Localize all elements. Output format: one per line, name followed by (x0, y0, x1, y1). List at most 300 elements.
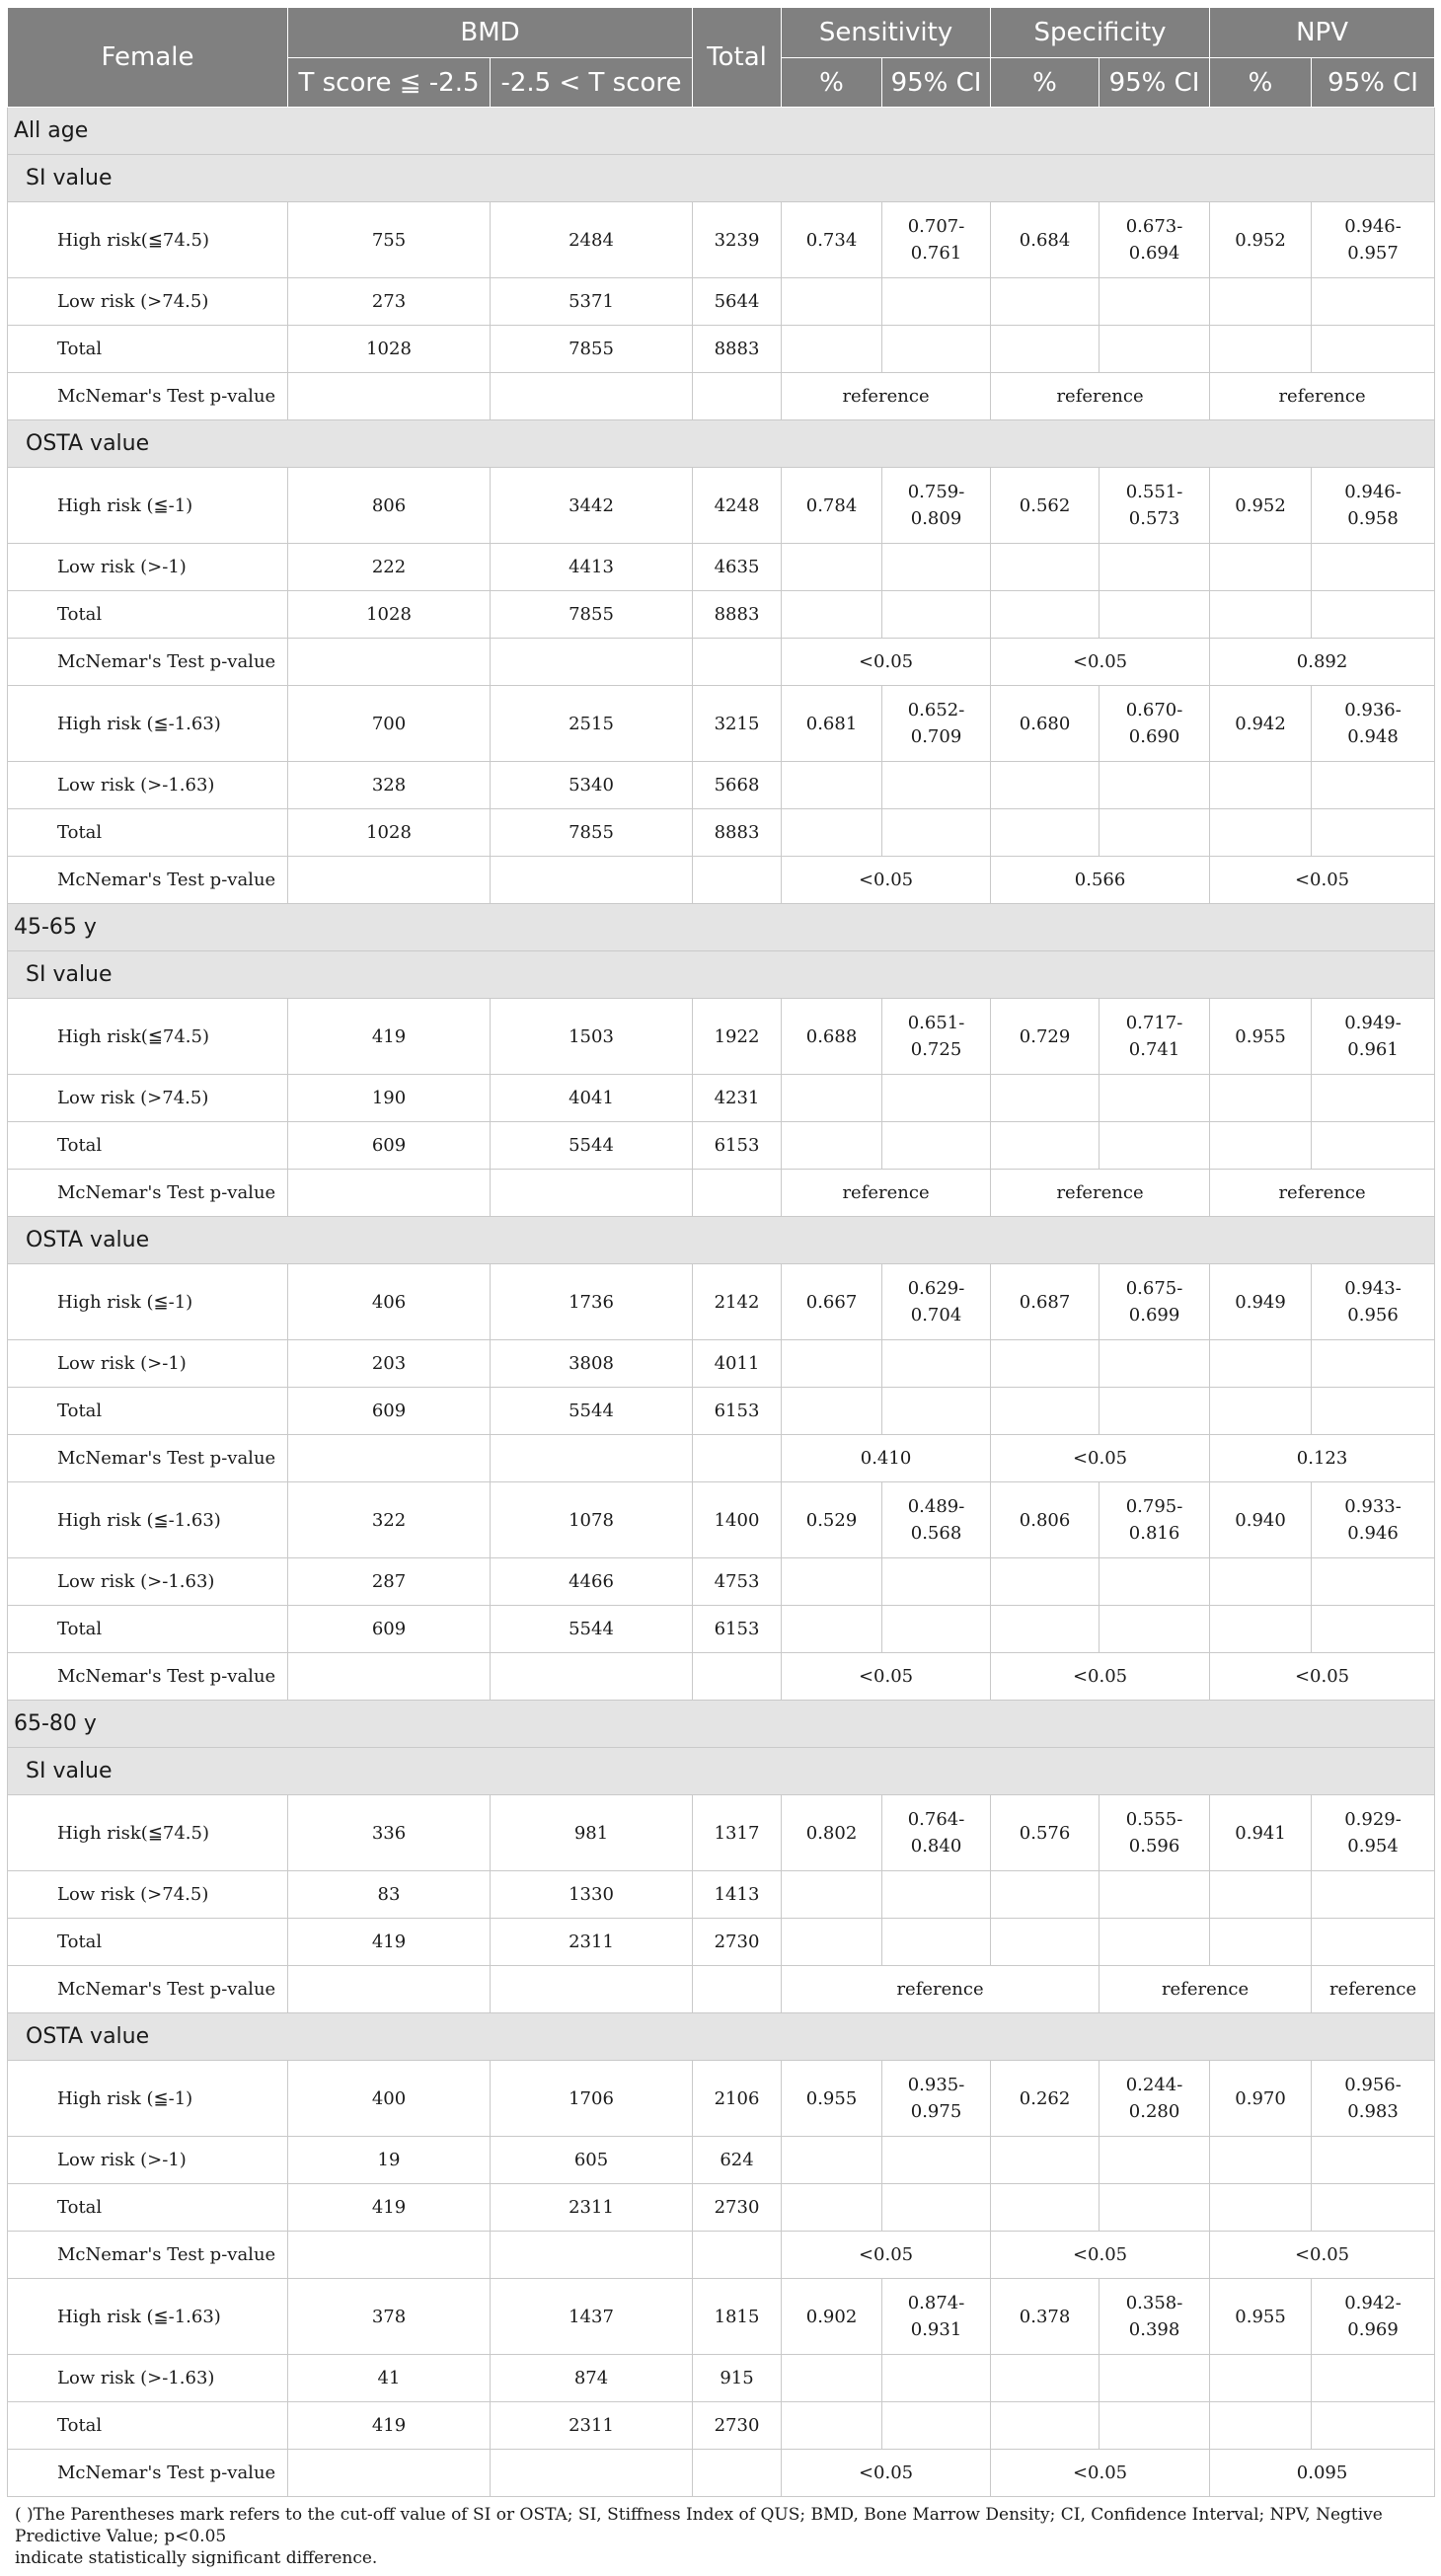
empty-cell (491, 1966, 693, 2013)
specificity-value: 0.680 (991, 686, 1100, 762)
sensitivity-value: 0.529 (782, 1482, 882, 1558)
bmd-high-count: 7855 (491, 809, 693, 857)
row-label: Low risk (>-1) (8, 544, 288, 591)
specificity-value: 0.684 (991, 202, 1100, 278)
empty-cell (882, 1558, 991, 1606)
empty-cell (882, 278, 991, 326)
sensitivity-ci (882, 999, 991, 1075)
specificity-value: 0.262 (991, 2061, 1100, 2137)
bmd-high-count: 5544 (491, 1606, 693, 1653)
npv-p-value: 0.095 (1210, 2450, 1435, 2497)
specificity-p-value: <0.05 (991, 639, 1210, 686)
header-npv-pct: % (1210, 58, 1312, 108)
table-row (8, 2402, 1435, 2450)
row-total: 8883 (693, 591, 782, 639)
empty-cell (1100, 326, 1210, 373)
empty-cell (693, 1966, 782, 2013)
empty-cell (1312, 1558, 1435, 1606)
table-row (8, 1795, 1435, 1871)
empty-cell (782, 326, 882, 373)
row-label: McNemar's Test p-value (8, 373, 288, 420)
sensitivity-ci-lower: 0.874- (907, 2293, 965, 2313)
npv-value: 0.941 (1210, 1795, 1312, 1871)
table-row (8, 2279, 1435, 2355)
mcnemar-row (8, 1170, 1435, 1217)
row-label: High risk (≦-1) (8, 1264, 288, 1340)
bmd-low-count: 1028 (288, 326, 491, 373)
sensitivity-ci-upper: 0.709 (910, 726, 962, 747)
empty-cell (882, 1340, 991, 1388)
specificity-p-value: <0.05 (991, 2232, 1210, 2279)
empty-cell (1210, 1122, 1312, 1170)
row-total: 2730 (693, 2402, 782, 2450)
row-label: McNemar's Test p-value (8, 1653, 288, 1701)
empty-cell (1312, 326, 1435, 373)
empty-cell (991, 1871, 1100, 1919)
bmd-high-count: 1736 (491, 1264, 693, 1340)
empty-cell (288, 1966, 491, 2013)
header-spec-ci: 95% CI (1100, 58, 1210, 108)
empty-cell (1312, 2184, 1435, 2232)
empty-cell (491, 857, 693, 904)
sensitivity-ci-upper: 0.975 (910, 2101, 962, 2122)
diagnostic-performance-table (7, 7, 1435, 2497)
bmd-low-count: 19 (288, 2137, 491, 2184)
specificity-ci (1100, 686, 1210, 762)
empty-cell (882, 1606, 991, 1653)
age-group-label: All age (8, 108, 1435, 155)
bmd-low-count: 406 (288, 1264, 491, 1340)
empty-cell (882, 2184, 991, 2232)
bmd-low-count: 222 (288, 544, 491, 591)
bmd-low-count: 1028 (288, 591, 491, 639)
sensitivity-p-value: <0.05 (782, 639, 991, 686)
bmd-high-count: 2484 (491, 202, 693, 278)
row-total: 6153 (693, 1606, 782, 1653)
mcnemar-row (8, 373, 1435, 420)
empty-cell (491, 2450, 693, 2497)
sensitivity-value: 0.784 (782, 468, 882, 544)
row-total: 2730 (693, 1919, 782, 1966)
empty-cell (1312, 544, 1435, 591)
specificity-value: 0.562 (991, 468, 1100, 544)
method-row (8, 1748, 1435, 1795)
bmd-high-count: 2515 (491, 686, 693, 762)
row-label: Total (8, 2402, 288, 2450)
sensitivity-ci-lower: 0.935- (907, 2075, 965, 2095)
empty-cell (693, 639, 782, 686)
table-row (8, 1558, 1435, 1606)
npv-ci-upper: 0.983 (1347, 2101, 1399, 2122)
header-female: Female (8, 8, 288, 108)
empty-cell (782, 1388, 882, 1435)
age-group-row (8, 904, 1435, 951)
sensitivity-ci-upper: 0.761 (910, 243, 962, 264)
method-label: OSTA value (8, 420, 1435, 468)
sensitivity-ci-lower: 0.652- (907, 700, 965, 720)
row-label: McNemar's Test p-value (8, 2232, 288, 2279)
row-label: McNemar's Test p-value (8, 1435, 288, 1482)
npv-ci (1312, 2061, 1435, 2137)
footnote (7, 2497, 1434, 2569)
sensitivity-p-value: <0.05 (782, 1653, 991, 1701)
row-total: 8883 (693, 809, 782, 857)
empty-cell (882, 1122, 991, 1170)
empty-cell (1100, 2137, 1210, 2184)
bmd-high-count: 1706 (491, 2061, 693, 2137)
row-label: High risk (≦-1) (8, 2061, 288, 2137)
specificity-ci (1100, 1264, 1210, 1340)
specificity-ci (1100, 2061, 1210, 2137)
empty-cell (1210, 1606, 1312, 1653)
row-total: 8883 (693, 326, 782, 373)
sensitivity-ci-lower: 0.764- (907, 1809, 965, 1830)
empty-cell (1312, 1340, 1435, 1388)
bmd-high-count: 7855 (491, 591, 693, 639)
npv-ci-lower: 0.946- (1344, 482, 1402, 502)
empty-cell (1210, 2137, 1312, 2184)
empty-cell (991, 1606, 1100, 1653)
sensitivity-ci (882, 468, 991, 544)
bmd-high-count: 874 (491, 2355, 693, 2402)
empty-cell (1312, 591, 1435, 639)
bmd-high-count: 5371 (491, 278, 693, 326)
empty-cell (782, 1075, 882, 1122)
empty-cell (782, 809, 882, 857)
npv-ci-lower: 0.929- (1344, 1809, 1402, 1830)
sensitivity-ci-lower: 0.629- (907, 1278, 965, 1299)
bmd-low-count: 419 (288, 999, 491, 1075)
row-total: 5644 (693, 278, 782, 326)
sensitivity-value: 0.681 (782, 686, 882, 762)
empty-cell (882, 2137, 991, 2184)
empty-cell (782, 1871, 882, 1919)
empty-cell (1312, 278, 1435, 326)
empty-cell (991, 326, 1100, 373)
npv-ci-upper: 0.969 (1347, 2319, 1399, 2340)
row-label: Total (8, 2184, 288, 2232)
empty-cell (782, 1919, 882, 1966)
empty-cell (288, 1653, 491, 1701)
sensitivity-ci-lower: 0.651- (907, 1013, 965, 1033)
bmd-low-count: 328 (288, 762, 491, 809)
empty-cell (1312, 2402, 1435, 2450)
npv-value: 0.952 (1210, 202, 1312, 278)
empty-cell (882, 762, 991, 809)
bmd-high-count: 981 (491, 1795, 693, 1871)
bmd-high-count: 4413 (491, 544, 693, 591)
npv-ci-upper: 0.956 (1347, 1305, 1399, 1326)
empty-cell (1100, 2355, 1210, 2402)
npv-ci (1312, 2279, 1435, 2355)
npv-ci-upper: 0.948 (1347, 726, 1399, 747)
bmd-low-count: 273 (288, 278, 491, 326)
bmd-high-count: 2311 (491, 2184, 693, 2232)
row-label: McNemar's Test p-value (8, 857, 288, 904)
empty-cell (1312, 2137, 1435, 2184)
empty-cell (1312, 2355, 1435, 2402)
npv-value: 0.940 (1210, 1482, 1312, 1558)
npv-value: 0.942 (1210, 686, 1312, 762)
sensitivity-ci-lower: 0.489- (907, 1496, 965, 1517)
specificity-p-value: <0.05 (991, 2450, 1210, 2497)
bmd-low-count: 609 (288, 1388, 491, 1435)
empty-cell (1210, 1340, 1312, 1388)
specificity-ci (1100, 468, 1210, 544)
header-sens-pct: % (782, 58, 882, 108)
age-group-label: 65-80 y (8, 1701, 1435, 1748)
empty-cell (782, 2184, 882, 2232)
empty-cell (693, 2450, 782, 2497)
npv-ci (1312, 1482, 1435, 1558)
row-total: 1413 (693, 1871, 782, 1919)
npv-value: 0.955 (1210, 2279, 1312, 2355)
bmd-low-count: 287 (288, 1558, 491, 1606)
empty-cell (991, 278, 1100, 326)
empty-cell (491, 1435, 693, 1482)
age-group-label: 45-65 y (8, 904, 1435, 951)
method-row (8, 1217, 1435, 1264)
npv-ci (1312, 468, 1435, 544)
row-label: McNemar's Test p-value (8, 1170, 288, 1217)
empty-cell (1312, 1606, 1435, 1653)
table-row (8, 2355, 1435, 2402)
empty-cell (1312, 1075, 1435, 1122)
table-row (8, 999, 1435, 1075)
empty-cell (882, 1075, 991, 1122)
sensitivity-ci-lower: 0.707- (907, 216, 965, 237)
method-label: SI value (8, 155, 1435, 202)
table-header (8, 8, 1435, 108)
npv-ci-lower: 0.946- (1344, 216, 1402, 237)
method-row (8, 420, 1435, 468)
npv-value: 0.970 (1210, 2061, 1312, 2137)
bmd-low-count: 609 (288, 1606, 491, 1653)
row-label: Total (8, 1122, 288, 1170)
specificity-value: 0.729 (991, 999, 1100, 1075)
empty-cell (1312, 809, 1435, 857)
specificity-ci-upper: 0.573 (1128, 508, 1180, 529)
header-npv-ci: 95% CI (1312, 58, 1435, 108)
row-label: Low risk (>74.5) (8, 1075, 288, 1122)
specificity-ci-upper: 0.699 (1128, 1305, 1180, 1326)
sensitivity-p-value: reference (782, 1966, 1100, 2013)
sensitivity-p-value: <0.05 (782, 2450, 991, 2497)
table-row (8, 1340, 1435, 1388)
row-total: 4248 (693, 468, 782, 544)
empty-cell (491, 1170, 693, 1217)
mcnemar-row (8, 857, 1435, 904)
specificity-ci (1100, 1482, 1210, 1558)
empty-cell (782, 762, 882, 809)
npv-p-value: <0.05 (1210, 857, 1435, 904)
specificity-ci-upper: 0.741 (1128, 1039, 1180, 1060)
table-row (8, 278, 1435, 326)
empty-cell (693, 1653, 782, 1701)
empty-cell (1100, 1388, 1210, 1435)
empty-cell (882, 809, 991, 857)
empty-cell (991, 762, 1100, 809)
empty-cell (1210, 1388, 1312, 1435)
method-row (8, 2013, 1435, 2061)
bmd-high-count: 3442 (491, 468, 693, 544)
npv-ci (1312, 1264, 1435, 1340)
specificity-p-value: <0.05 (991, 1435, 1210, 1482)
sensitivity-ci-upper: 0.568 (910, 1523, 962, 1544)
row-label: Total (8, 1606, 288, 1653)
npv-ci-lower: 0.943- (1344, 1278, 1402, 1299)
empty-cell (882, 2355, 991, 2402)
header-bmd: BMD (288, 8, 693, 58)
row-label: Low risk (>-1.63) (8, 762, 288, 809)
bmd-high-count: 3808 (491, 1340, 693, 1388)
empty-cell (1210, 809, 1312, 857)
row-total: 2730 (693, 2184, 782, 2232)
npv-p-value: reference (1210, 373, 1435, 420)
empty-cell (991, 2355, 1100, 2402)
sensitivity-p-value: <0.05 (782, 2232, 991, 2279)
bmd-low-count: 400 (288, 2061, 491, 2137)
sensitivity-ci-upper: 0.704 (910, 1305, 962, 1326)
table-row (8, 809, 1435, 857)
empty-cell (991, 1075, 1100, 1122)
bmd-low-count: 419 (288, 2402, 491, 2450)
row-total: 1815 (693, 2279, 782, 2355)
table-row (8, 1075, 1435, 1122)
empty-cell (1210, 762, 1312, 809)
row-total: 4635 (693, 544, 782, 591)
empty-cell (782, 1340, 882, 1388)
bmd-high-count: 5544 (491, 1122, 693, 1170)
row-label: High risk(≦74.5) (8, 1795, 288, 1871)
table-row (8, 686, 1435, 762)
bmd-high-count: 1330 (491, 1871, 693, 1919)
empty-cell (1210, 1871, 1312, 1919)
table-row (8, 468, 1435, 544)
empty-cell (491, 2232, 693, 2279)
npv-ci-upper: 0.946 (1347, 1523, 1399, 1544)
specificity-ci-upper: 0.694 (1128, 243, 1180, 264)
sensitivity-value: 0.802 (782, 1795, 882, 1871)
row-total: 3215 (693, 686, 782, 762)
npv-p-value: <0.05 (1210, 1653, 1435, 1701)
results-table-container (7, 0, 1434, 2569)
row-label: Total (8, 1919, 288, 1966)
specificity-ci (1100, 999, 1210, 1075)
empty-cell (288, 2232, 491, 2279)
sensitivity-p-value: <0.05 (782, 857, 991, 904)
table-row (8, 326, 1435, 373)
sensitivity-p-value: reference (782, 373, 991, 420)
row-total: 4753 (693, 1558, 782, 1606)
bmd-high-count: 1503 (491, 999, 693, 1075)
table-row (8, 202, 1435, 278)
row-total: 1317 (693, 1795, 782, 1871)
row-total: 6153 (693, 1388, 782, 1435)
specificity-p-value: reference (1100, 1966, 1312, 2013)
specificity-ci-lower: 0.717- (1125, 1013, 1183, 1033)
bmd-low-count: 378 (288, 2279, 491, 2355)
empty-cell (1210, 1558, 1312, 1606)
bmd-low-count: 83 (288, 1871, 491, 1919)
empty-cell (1100, 278, 1210, 326)
header-specificity: Specificity (991, 8, 1210, 58)
method-label: OSTA value (8, 2013, 1435, 2061)
empty-cell (1210, 2355, 1312, 2402)
empty-cell (1100, 1075, 1210, 1122)
bmd-low-count: 419 (288, 1919, 491, 1966)
npv-ci-lower: 0.936- (1344, 700, 1402, 720)
npv-p-value: reference (1210, 1170, 1435, 1217)
bmd-low-count: 322 (288, 1482, 491, 1558)
empty-cell (991, 2137, 1100, 2184)
bmd-low-count: 336 (288, 1795, 491, 1871)
bmd-high-count: 5544 (491, 1388, 693, 1435)
empty-cell (693, 1170, 782, 1217)
empty-cell (288, 1170, 491, 1217)
row-label: McNemar's Test p-value (8, 639, 288, 686)
empty-cell (693, 2232, 782, 2279)
specificity-ci-lower: 0.673- (1125, 216, 1183, 237)
row-total: 3239 (693, 202, 782, 278)
row-total: 915 (693, 2355, 782, 2402)
bmd-high-count: 4466 (491, 1558, 693, 1606)
bmd-high-count: 2311 (491, 2402, 693, 2450)
header-tscore-low: T score ≦ -2.5 (288, 58, 491, 108)
specificity-value: 0.687 (991, 1264, 1100, 1340)
header-total: Total (693, 8, 782, 108)
empty-cell (882, 591, 991, 639)
sensitivity-ci-lower: 0.759- (907, 482, 965, 502)
empty-cell (1210, 1075, 1312, 1122)
row-label: High risk (≦-1.63) (8, 1482, 288, 1558)
row-label: High risk(≦74.5) (8, 999, 288, 1075)
sensitivity-value: 0.667 (782, 1264, 882, 1340)
empty-cell (1100, 1558, 1210, 1606)
sensitivity-value: 0.902 (782, 2279, 882, 2355)
empty-cell (1100, 1919, 1210, 1966)
empty-cell (882, 326, 991, 373)
row-total: 5668 (693, 762, 782, 809)
sensitivity-ci (882, 1482, 991, 1558)
table-row (8, 2184, 1435, 2232)
bmd-low-count: 41 (288, 2355, 491, 2402)
empty-cell (1210, 2402, 1312, 2450)
sensitivity-p-value: 0.410 (782, 1435, 991, 1482)
sensitivity-ci (882, 1795, 991, 1871)
empty-cell (693, 857, 782, 904)
empty-cell (991, 809, 1100, 857)
mcnemar-row (8, 2232, 1435, 2279)
sensitivity-ci-upper: 0.840 (910, 1836, 962, 1856)
empty-cell (782, 2137, 882, 2184)
empty-cell (991, 1122, 1100, 1170)
npv-p-value: 0.123 (1210, 1435, 1435, 1482)
row-label: Low risk (>-1) (8, 1340, 288, 1388)
npv-p-value: <0.05 (1210, 2232, 1435, 2279)
specificity-value: 0.806 (991, 1482, 1100, 1558)
npv-ci-lower: 0.949- (1344, 1013, 1402, 1033)
sensitivity-ci (882, 202, 991, 278)
bmd-low-count: 1028 (288, 809, 491, 857)
header-npv: NPV (1210, 8, 1435, 58)
row-label: Low risk (>-1) (8, 2137, 288, 2184)
empty-cell (882, 2402, 991, 2450)
empty-cell (991, 1558, 1100, 1606)
empty-cell (1210, 326, 1312, 373)
footnote-line-1: ( )The Parentheses mark refers to the cut-off value of SI or OSTA; SI, Stiffness Index of QUS; BMD, Bone Marrow Density; CI, Confidence Interval; NPV, Negtive Predictive Value; p<0.05 (15, 2505, 1383, 2546)
specificity-ci-lower: 0.244- (1125, 2075, 1183, 2095)
